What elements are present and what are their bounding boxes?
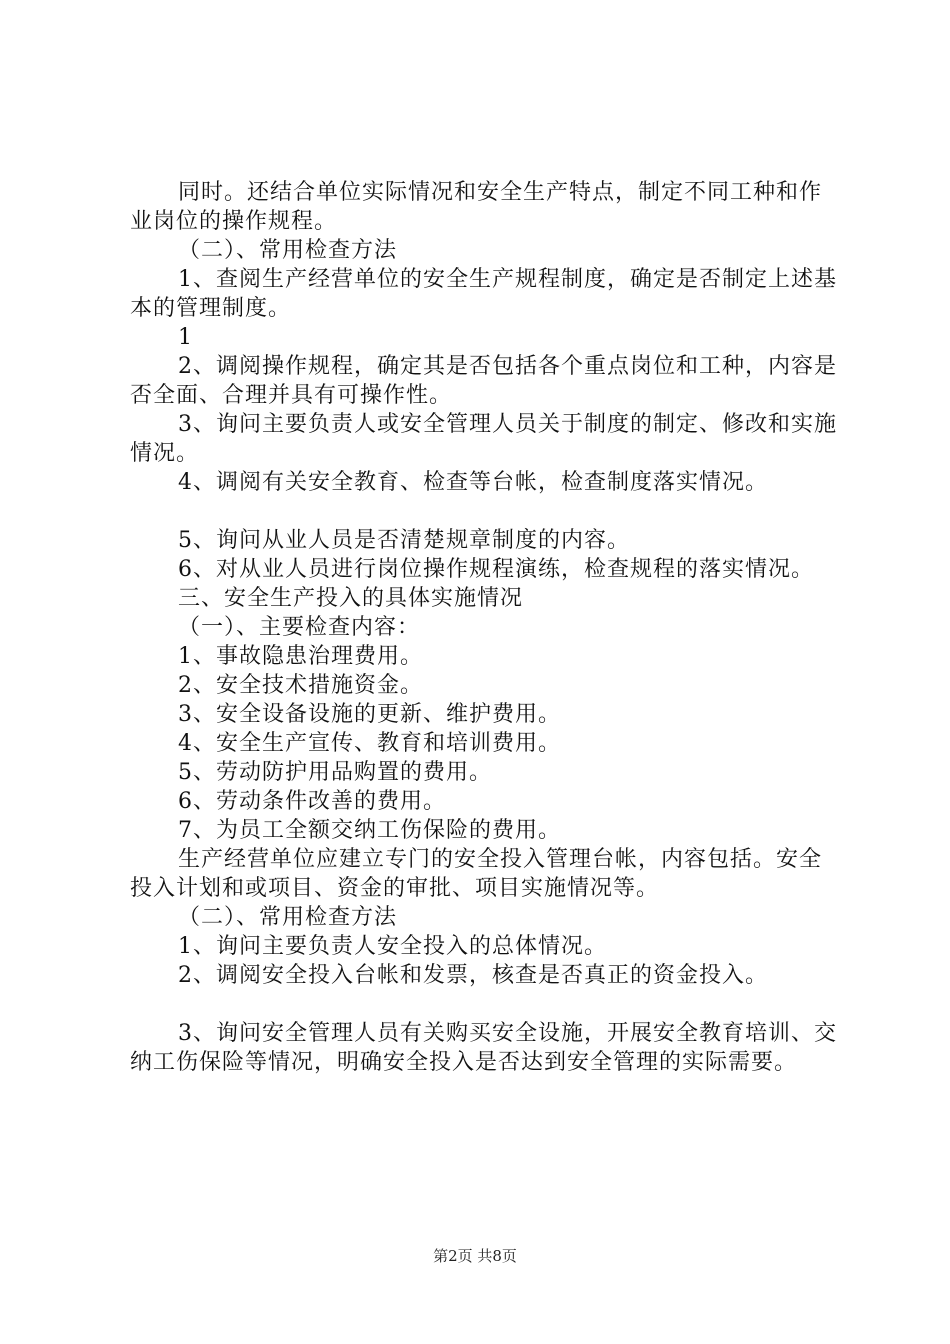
paragraph: （一）、主要检查内容： bbox=[178, 615, 421, 640]
paragraph: 3、询问主要负责人或安全管理人员关于制度的制定、修改和实施情况。 bbox=[130, 412, 837, 466]
paragraph: 4、调阅有关安全教育、检查等台帐，检查制度落实情况。 bbox=[178, 470, 768, 495]
paragraph: （二）、常用检查方法 bbox=[178, 905, 398, 930]
paragraph: 1、事故隐患治理费用。 bbox=[178, 644, 423, 669]
blank-line bbox=[130, 497, 840, 526]
paragraph: 1、询问主要负责人安全投入的总体情况。 bbox=[178, 934, 607, 959]
document-body bbox=[130, 178, 840, 1077]
paragraph: 3、安全设备设施的更新、维护费用。 bbox=[178, 702, 561, 727]
paragraph: 生产经营单位应建立专门的安全投入管理台帐，内容包括。安全投入计划和或项目、资金的审批、项目实施情况等。 bbox=[130, 847, 823, 901]
paragraph: 7、为员工全额交纳工伤保险的费用。 bbox=[178, 818, 561, 843]
paragraph: 5、劳动防护用品购置的费用。 bbox=[178, 760, 492, 785]
blank-line bbox=[130, 990, 840, 1019]
paragraph: （二）、常用检查方法 bbox=[178, 238, 398, 263]
paragraph: 6、对从业人员进行岗位操作规程演练，检查规程的落实情况。 bbox=[178, 557, 814, 582]
paragraph: 2、调阅安全投入台帐和发票，核查是否真正的资金投入。 bbox=[178, 963, 768, 988]
paragraph: 5、询问从业人员是否清楚规章制度的内容。 bbox=[178, 528, 630, 553]
paragraph: 2、安全技术措施资金。 bbox=[178, 673, 423, 698]
paragraph: 1、查阅生产经营单位的安全生产规程制度，确定是否制定上述基本的管理制度。 bbox=[130, 267, 837, 321]
paragraph: 2、调阅操作规程，确定其是否包括各个重点岗位和工种，内容是否全面、合理并具有可操作性。 bbox=[130, 354, 837, 408]
page-footer: 第2页 共8页 bbox=[433, 1247, 517, 1265]
paragraph: 同时。还结合单位实际情况和安全生产特点，制定不同工种和作业岗位的操作规程。 bbox=[130, 180, 823, 234]
paragraph: 1 bbox=[178, 325, 193, 350]
paragraph: 3、询问安全管理人员有关购买安全设施，开展安全教育培训、交纳工伤保险等情况，明确安全投入是否达到安全管理的实际需要。 bbox=[130, 1021, 837, 1075]
paragraph: 三、安全生产投入的具体实施情况 bbox=[178, 586, 524, 611]
paragraph: 6、劳动条件改善的费用。 bbox=[178, 789, 446, 814]
paragraph: 4、安全生产宣传、教育和培训费用。 bbox=[178, 731, 561, 756]
